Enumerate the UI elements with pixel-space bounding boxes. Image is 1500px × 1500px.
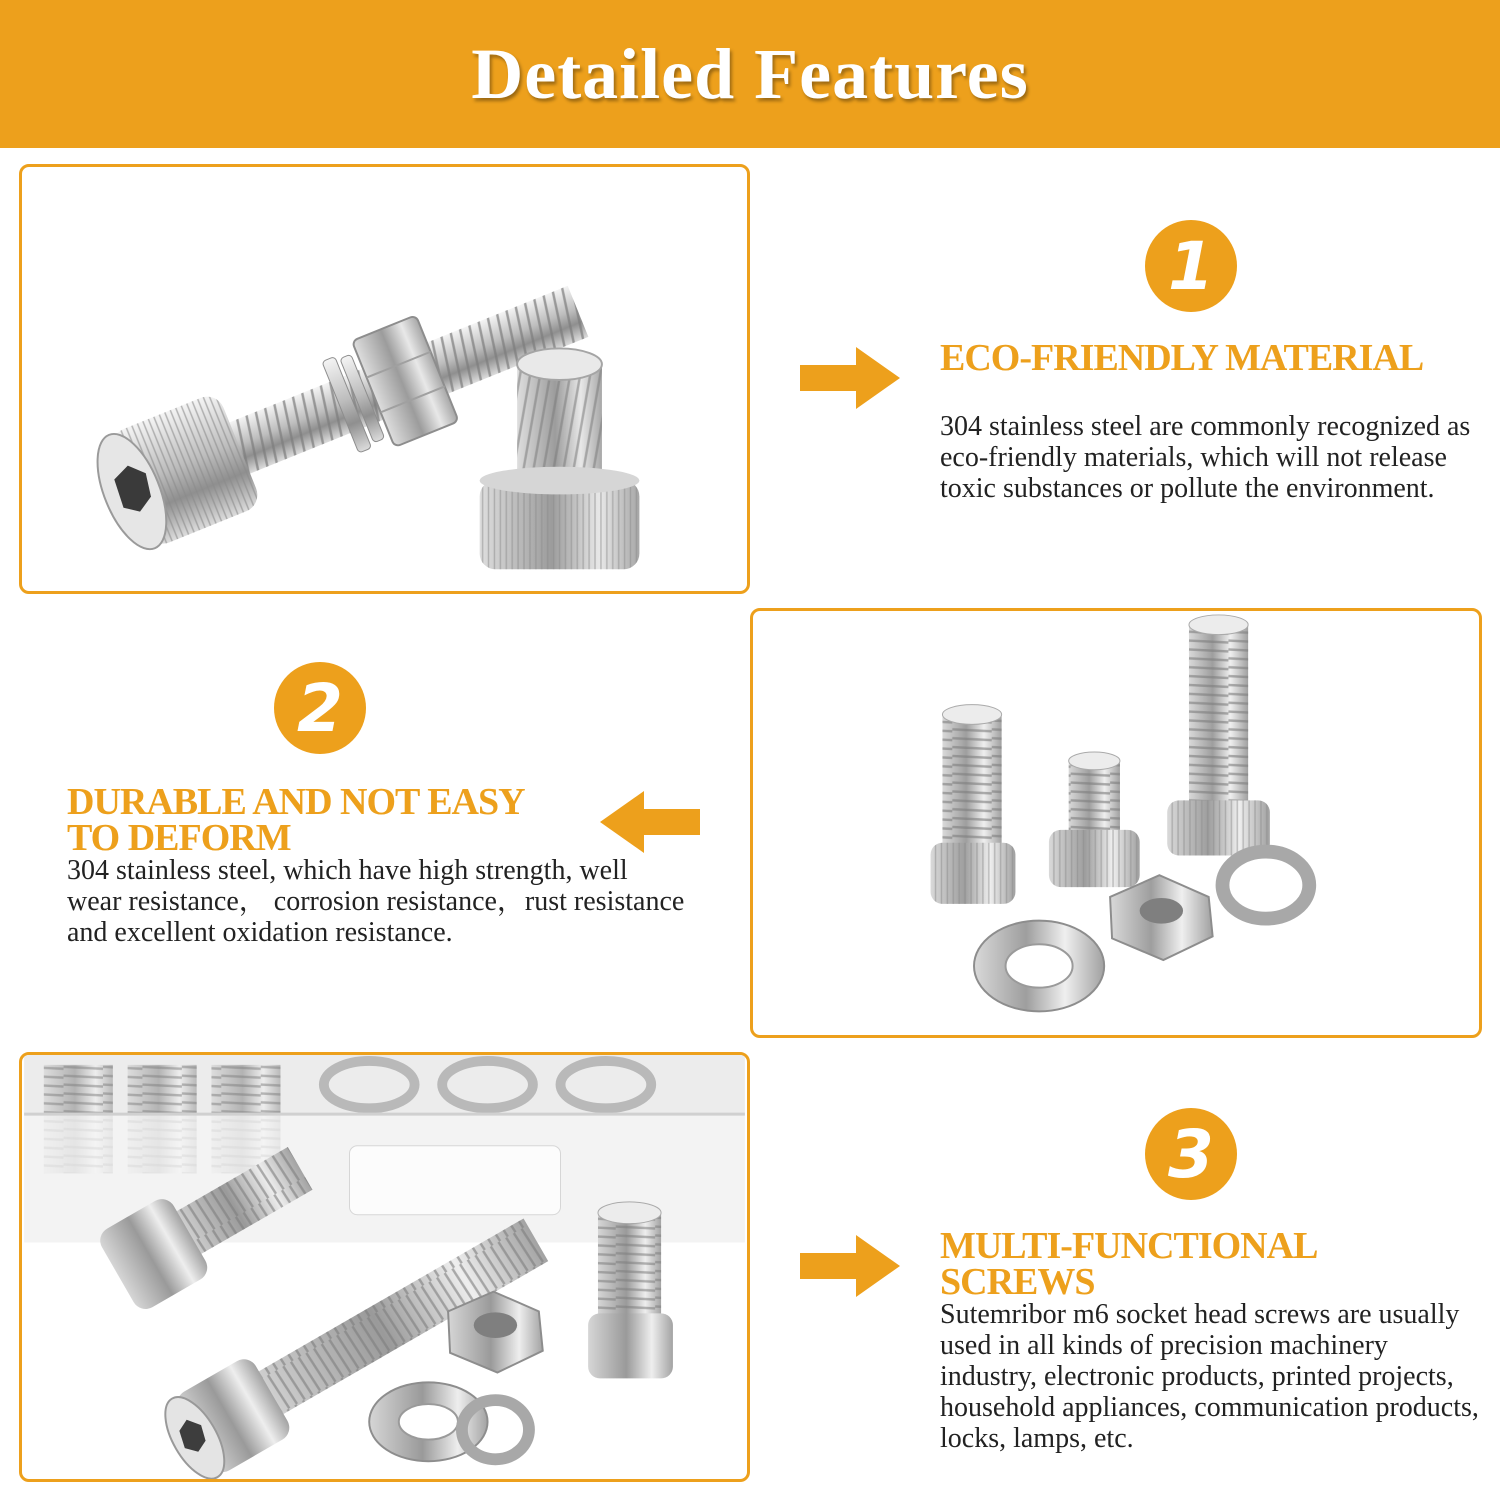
feature-1-description: 304 stainless steel are commonly recognized as eco-friendly materials, which will not release toxic substances or pollute the environment. <box>940 411 1471 504</box>
product-photo-bolt-assembly <box>19 164 750 594</box>
feature-2-number-badge <box>274 662 366 754</box>
feature-3-description: Sutemribor m6 socket head screws are usually used in all kinds of precision machinery industry, electronic products, printed projects, household appliances, communication products, locks, lamps, etc. <box>940 1299 1479 1454</box>
feature-3-number: 3 <box>1168 1115 1214 1193</box>
product-photo-screw-set <box>750 608 1482 1038</box>
feature-2-description: 304 stainless steel, which have high strength, well wear resistance， corrosion resistance，rust resistance and excellent oxidation resistance. <box>67 855 685 948</box>
feature-1-number: 1 <box>1168 227 1214 305</box>
arrow-left-icon <box>600 791 700 853</box>
storage-box-illustration <box>22 1055 747 1479</box>
feature-1-number-badge <box>1145 220 1237 312</box>
product-photo-storage-box <box>19 1052 750 1482</box>
feature-3-number-badge <box>1145 1108 1237 1200</box>
feature-1-title: ECO-FRIENDLY MATERIAL <box>940 337 1424 379</box>
feature-2-number: 2 <box>297 669 343 747</box>
page-title: Detailed Features <box>471 33 1029 114</box>
bolt-assembly-illustration <box>22 167 747 591</box>
screw-set-illustration <box>753 611 1479 1035</box>
arrow-right-icon <box>800 1235 900 1297</box>
feature-2-title: DURABLE AND NOT EASY TO DEFORM <box>67 781 524 859</box>
feature-3-title: MULTI-FUNCTIONAL SCREWS <box>940 1225 1316 1303</box>
header-banner <box>0 0 1500 148</box>
arrow-right-icon <box>800 347 900 409</box>
